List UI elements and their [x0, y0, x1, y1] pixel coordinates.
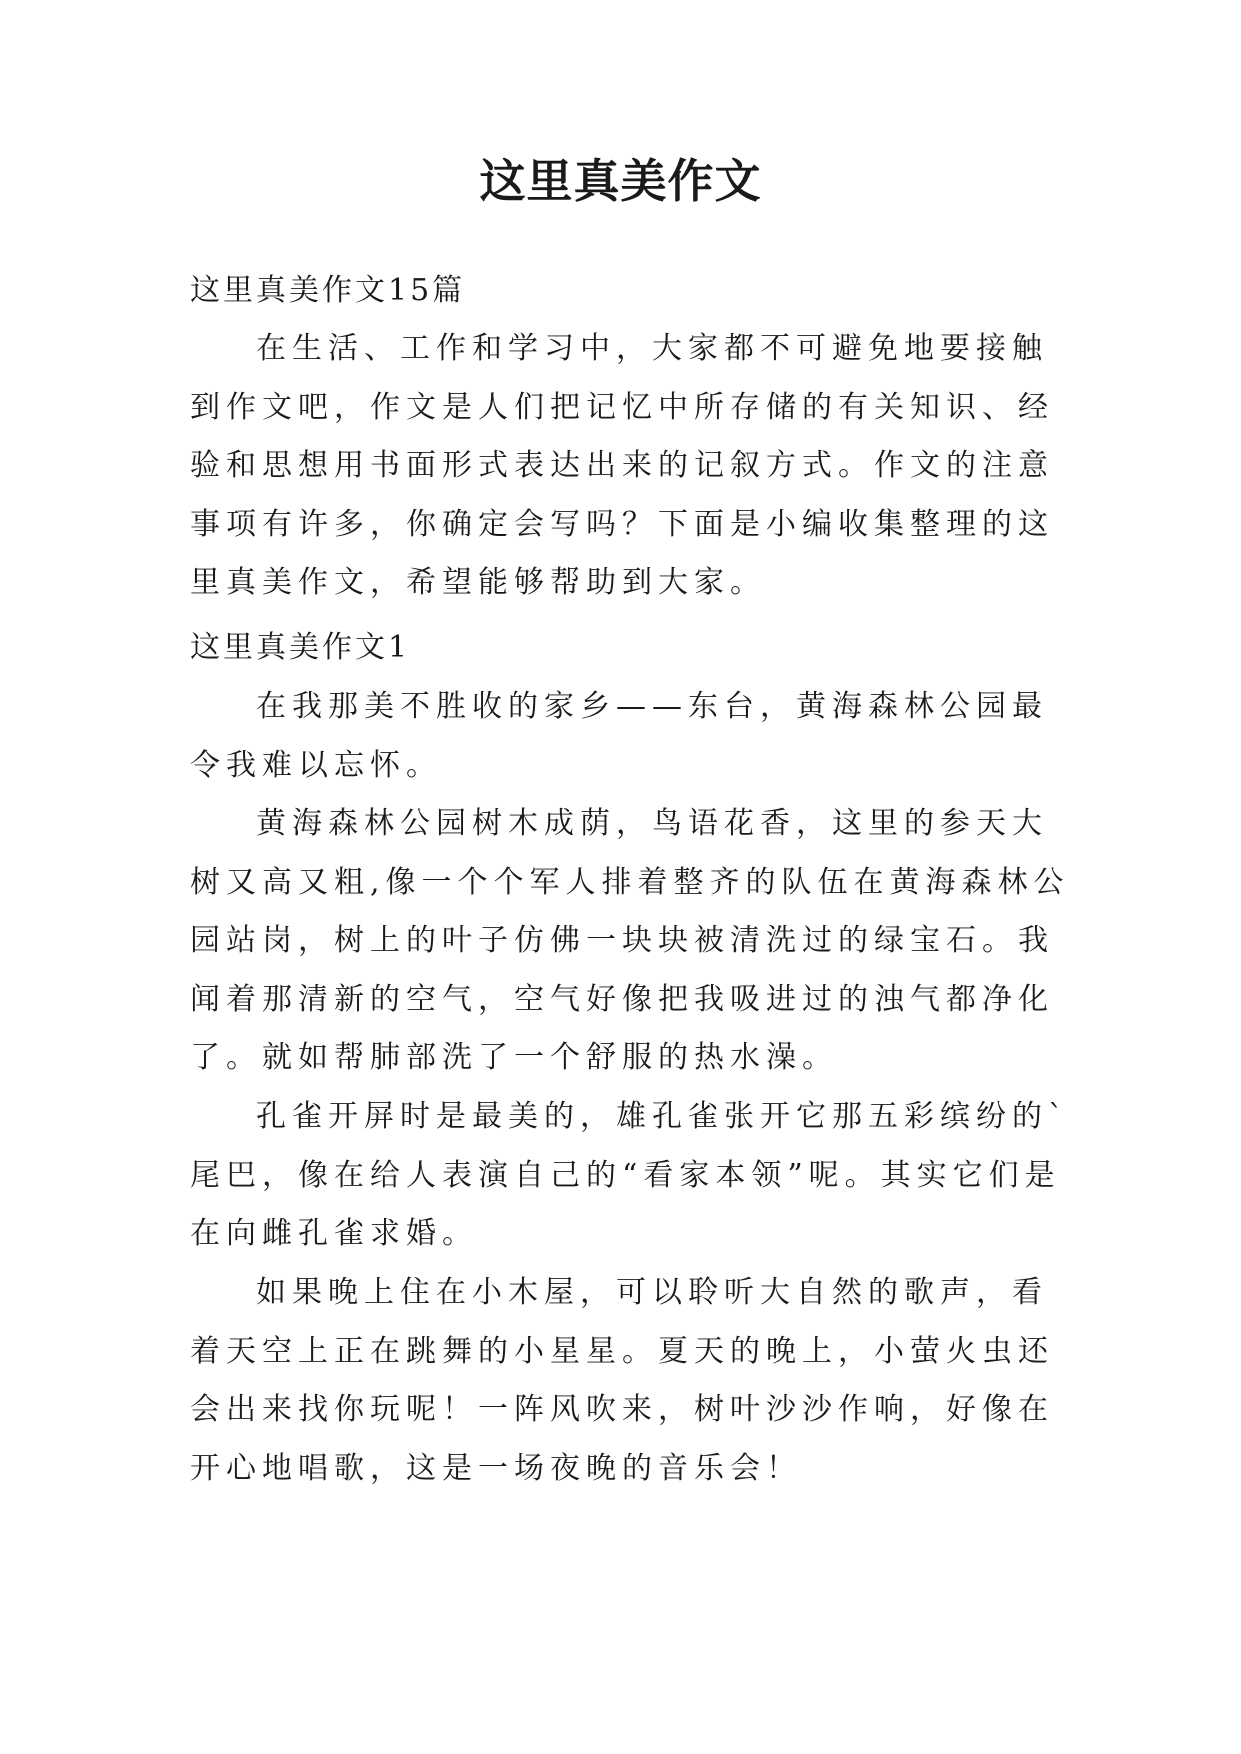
essay-1-paragraph-4: 如果晚上住在小木屋，可以聆听大自然的歌声，看着天空上正在跳舞的小星星。夏天的晚上，小萤火虫还会出来找你玩呢！一阵风吹来，树叶沙沙作响，好像在开心地唱歌，这是一场夜晚的音乐会！ [190, 1275, 1054, 1486]
document-title: 这里真美作文 [479, 154, 762, 208]
essay-1-paragraph-1: 在我那美不胜收的家乡——东台，黄海森林公园最令我难以忘怀。 [190, 689, 1048, 783]
intro-paragraph: 在生活、工作和学习中，大家都不可避免地要接触到作文吧，作文是人们把记忆中所存储的有关知识、经验和思想用书面形式表达出来的记叙方式。作文的注意事项有许多，你确定会写吗？下面是小编收集整理的这里真美作文，希望能够帮助到大家。 [190, 331, 1054, 600]
essay-1-paragraph-2: 黄海森林公园树木成荫，鸟语花香，这里的参天大树又高又粗,像一个个军人排着整齐的队伍在黄海森林公园站岗，树上的叶子仿佛一块块被清洗过的绿宝石。我闻着那清新的空气，空气好像把我吸进过的浊气都净化了。就如帮肺部洗了一个舒服的热水澡。 [190, 806, 1070, 1075]
collection-heading: 这里真美作文15篇 [190, 273, 466, 308]
essay-1-heading: 这里真美作文1 [190, 630, 411, 665]
essay-1-paragraph-3: 孔雀开屏时是最美的，雄孔雀张开它那五彩缤纷的`尾巴，像在给人表演自己的“看家本领”呢。其实它们是在向雌孔雀求婚。 [190, 1099, 1069, 1251]
